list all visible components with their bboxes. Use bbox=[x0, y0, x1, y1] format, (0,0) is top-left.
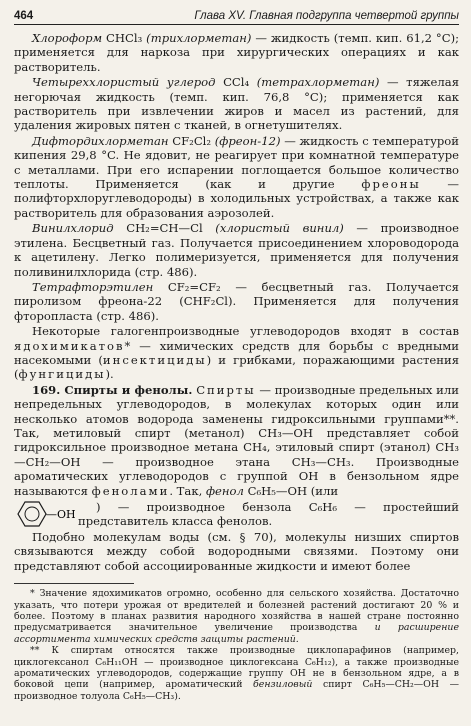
spaced-term: инсектициды bbox=[102, 352, 207, 367]
paragraph-hydrogen-bonds bbox=[14, 530, 459, 573]
alt-name: (фреон-12) bbox=[214, 133, 281, 148]
paragraph-pesticides bbox=[14, 324, 459, 382]
page-number: 464 bbox=[14, 10, 34, 22]
alt-name: (трихлорметан) bbox=[146, 31, 252, 45]
spaced-term: ядохимикатов bbox=[14, 338, 125, 353]
paragraph-text: — тяжелая негорючая жидкость (темп. кип. 76,8 °C); применяется как растворитель при извлечении жиров и масел из растений, для удаления жировых пятен с тканей, в огнетушителях. bbox=[14, 75, 460, 133]
term-name: Винилхлорид bbox=[32, 221, 114, 236]
formula: CCl₄ bbox=[223, 75, 250, 90]
formula: CH₂=CH—Cl bbox=[126, 221, 203, 236]
paragraph-ccl4 bbox=[14, 75, 459, 133]
spaced-term: фенолами bbox=[91, 483, 170, 498]
paragraph-chloroform bbox=[14, 31, 459, 74]
footnote-rule bbox=[14, 583, 134, 584]
section-alcohols-phenols bbox=[14, 383, 459, 498]
running-header bbox=[14, 10, 459, 25]
benzene-ring-icon bbox=[14, 499, 76, 529]
paragraph-text: ) и грибками, поражающими растения ( bbox=[14, 352, 460, 382]
footnote-italic: и расширение ассортимента химических средств защиты растений bbox=[14, 622, 459, 645]
footnote-text: спирт C₆H₅—CH₂—OH — производное толуола C₆H₅—CH₃). bbox=[14, 679, 459, 702]
term-name: фенол bbox=[205, 483, 244, 498]
alt-name: (тетрахлорметан) bbox=[256, 75, 380, 90]
paragraph-text: — жидкость (темп. кип. 61,2 °C); применяется для наркоза при хирургических операциях и как растворитель. bbox=[14, 31, 460, 74]
paragraph-text: Подобно молекулам воды (см. § 70), молекулы низших спиртов связываются между собой водородными связями. Поэтому они представляют собой ассоциированные жидкости и имеют более bbox=[14, 530, 459, 573]
footnote-text: * Значение ядохимикатов огромно, особенно для сельского хозяйства. Достаточно указать, что потери урожая от вредителей и болезней растений достигают 20 % и более. Поэтому в планах развития народного хозяйства в нашей стране постоянно предусматривается значительное увеличение производства bbox=[14, 588, 459, 634]
formula: CF₂Cl₂ bbox=[172, 133, 212, 148]
paragraph-text: — полифторхлоруглеводороды) в холодильных устройствах, а также как растворитель для образования аэрозолей. bbox=[14, 177, 460, 220]
footnote-pesticides bbox=[14, 588, 459, 645]
footnote-text: . bbox=[295, 633, 299, 645]
term-name: Тетрафторэтилен bbox=[32, 279, 154, 294]
footnotes bbox=[14, 588, 459, 702]
paragraph-text: — производное этилена. Бесцветный газ. Получается присоединением хлороводорода к ацетилену. Легко полимеризуется, применяется для получения поливинилхлорида (стр. 486). bbox=[14, 221, 459, 279]
ring-label: —OH bbox=[46, 508, 76, 521]
spaced-term: Спирты bbox=[196, 382, 256, 397]
formula: C₆H₅—OH bbox=[247, 483, 308, 498]
formula: CHCl₃ bbox=[106, 31, 143, 45]
formula: CF₂=CF₂ bbox=[167, 279, 221, 294]
alt-name: (хлористый винил) bbox=[215, 221, 344, 236]
paragraph-text: — производные предельных или непредельных углеводородов, в молекулах которых один или несколько атомов водорода заменены гидроксильными группами**. Так, метиловый спирт (метанол) CH₃—OH представляет собой гидроксильное производное метана CH₄, этиловый спирт (этанол) CH₃—CH₂—OH — производное этана CH₃—CH₃. Производные ароматических углеводородов с группой OH в бензольном ядре называются bbox=[14, 382, 459, 498]
running-title: Глава XV. Главная подгруппа четвертой группы bbox=[194, 10, 459, 22]
paragraph-text: — жидкость с температурой кипения 29,8 °C. Не ядовит, не реагирует при комнатной температуре с металлами. При его испарении поглощается большое количество теплоты. Применяется (как и другие bbox=[14, 133, 460, 192]
term-name: Дифтордихлорметан bbox=[32, 133, 169, 148]
footnote-alcohols bbox=[14, 645, 459, 702]
footnote-italic: бензиловый bbox=[253, 679, 313, 691]
paragraph-text: . Так, bbox=[169, 483, 206, 498]
paragraph-vinyl-chloride bbox=[14, 221, 459, 279]
paragraph-text: ) — производное бензола C₆H₆ — простейший представитель класса фенолов. bbox=[78, 499, 459, 528]
paragraph-tetrafluoroethylene bbox=[14, 280, 459, 323]
phenol-structure-line bbox=[14, 499, 459, 529]
paragraph-text: * — химических средств для борьбы с вредными насекомыми ( bbox=[14, 338, 459, 367]
spaced-term: фунгициды bbox=[18, 367, 106, 382]
paragraph-freon bbox=[14, 134, 459, 220]
term-name: Четыреххлористый углерод bbox=[32, 75, 216, 90]
spaced-term: фреоны bbox=[361, 177, 421, 192]
main-text bbox=[14, 31, 459, 573]
term-name: Хлороформ bbox=[32, 31, 103, 45]
paragraph-text: Некоторые галогенпроизводные углеводородов входят в состав bbox=[32, 324, 459, 339]
paragraph-text: — бесцветный газ. Получается пиролизом фреона-22 (CHF₂Cl). Применяется для получения фторопласта (стр. 486). bbox=[14, 279, 459, 323]
paragraph-text: (или bbox=[307, 483, 339, 498]
paragraph-text: ). bbox=[105, 367, 114, 382]
footnote-text: ** К спиртам относятся также производные циклопарафинов (например, циклогексанол C₆H₁₁OH — производное циклогексана C₆H₁₂), а также производные ароматических углеводородов, содержащие группу OH не в бензольном ядре, а в боковой цепи (например, ароматический bbox=[14, 645, 459, 691]
section-heading: 169. Спирты и фенолы. bbox=[32, 382, 193, 397]
